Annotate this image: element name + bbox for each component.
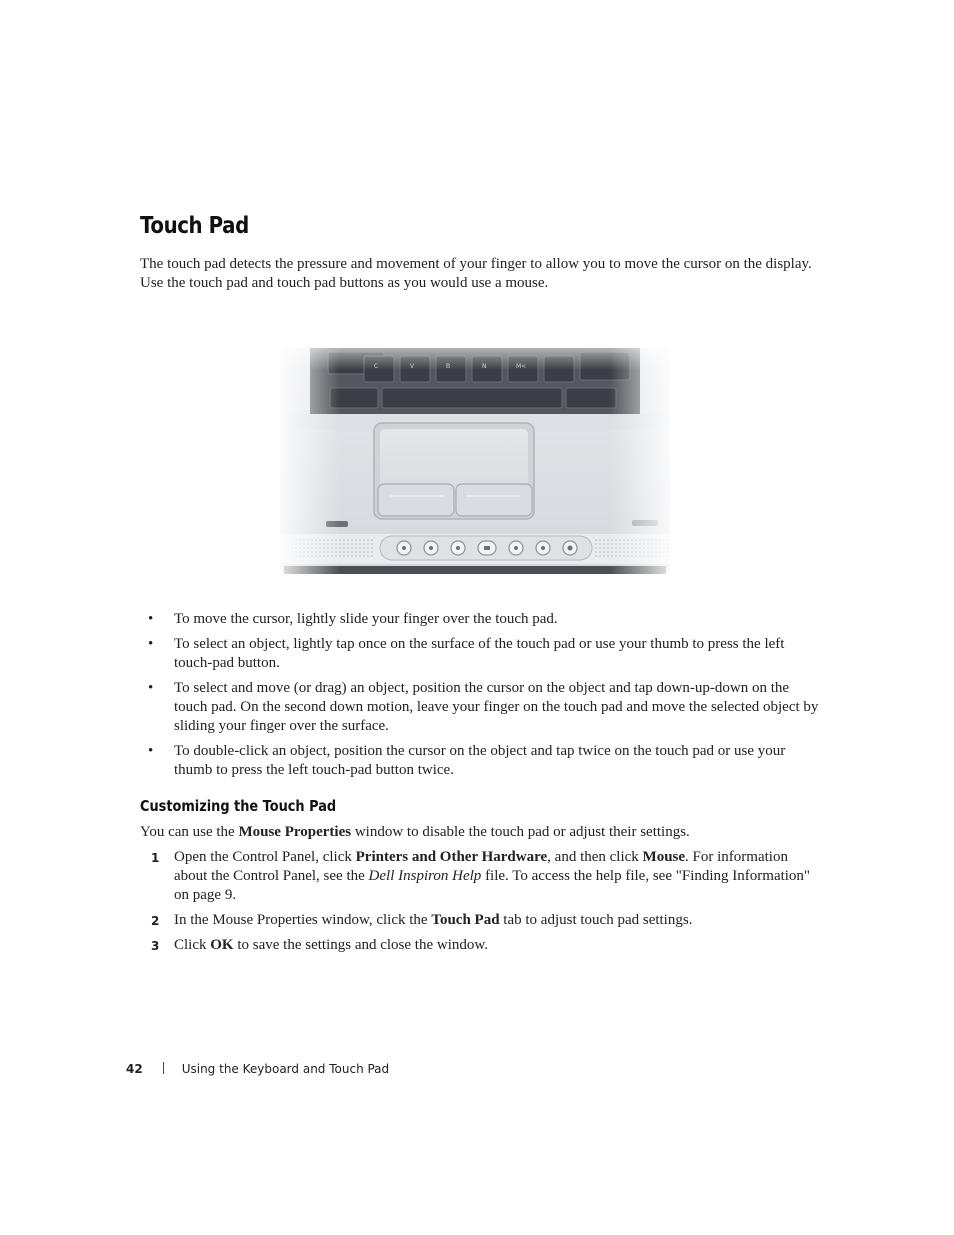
mouse-term: Mouse <box>642 849 686 865</box>
section-heading: Customizing the Touch Pad <box>140 797 337 815</box>
page-title: Touch Pad <box>140 213 249 239</box>
footer-section-title: Using the Keyboard and Touch Pad <box>181 1062 390 1076</box>
text-run: Click <box>174 937 211 953</box>
list-item-text: To double-click an object, position the cursor on the object and tap twice on the touch pad or use your thumb to press the left touch-pad button twice. <box>174 743 786 778</box>
text-run: file. To access the help file, see "Finding Information" on page 9. <box>174 868 811 903</box>
right-touch-pad-button <box>456 484 532 516</box>
step-item <box>140 936 820 955</box>
list-item <box>140 610 820 629</box>
text-run: . For information about the Control Panel, see the <box>174 849 788 884</box>
text-run: You can use the <box>140 824 239 840</box>
laptop-palmrest-image <box>270 330 680 582</box>
text-run: In the Mouse Properties window, click the <box>174 912 432 928</box>
text-run: tab to adjust touch pad settings. <box>499 912 693 928</box>
step-number: 1 <box>151 851 160 865</box>
page-footer <box>126 1062 389 1076</box>
step-item <box>140 848 820 905</box>
customizing-steps <box>140 848 820 961</box>
bullet-icon: • <box>148 611 154 627</box>
help-file-title: Dell Inspiron Help <box>368 868 482 884</box>
customizing-intro <box>140 823 812 842</box>
left-touch-pad-button <box>378 484 454 516</box>
text-run: window to disable the touch pad or adjust their settings. <box>351 824 690 840</box>
step-number: 3 <box>151 939 160 953</box>
ok-term: OK <box>210 937 234 953</box>
list-item <box>140 679 820 736</box>
bullet-icon: • <box>148 636 154 652</box>
mouse-properties-term: Mouse Properties <box>238 824 352 840</box>
text-run: Open the Control Panel, click <box>174 849 356 865</box>
touchpad-illustration <box>270 330 680 582</box>
footer-separator <box>163 1062 164 1074</box>
step-item <box>140 911 820 930</box>
list-item <box>140 635 820 673</box>
text-run: to save the settings and close the window. <box>233 937 488 953</box>
text-run: , and then click <box>547 849 643 865</box>
step-number: 2 <box>151 914 160 928</box>
list-item <box>140 742 820 780</box>
list-item-text: To move the cursor, lightly slide your finger over the touch pad. <box>174 611 558 627</box>
bullet-icon: • <box>148 743 154 759</box>
list-item-text: To select an object, lightly tap once on the surface of the touch pad or use your thumb to press the left touch-pad button. <box>174 636 785 671</box>
printers-hardware-term: Printers and Other Hardware <box>355 849 548 865</box>
intro-paragraph: The touch pad detects the pressure and movement of your finger to allow you to move the cursor on the display. Use the touch pad and touch pad buttons as you would use a mouse. <box>140 256 812 291</box>
touchpad-usage-list <box>140 610 820 786</box>
list-item-text: To select and move (or drag) an object, position the cursor on the object and tap down-up-down on the touch pad. On the second down motion, leave your finger on the touch pad and move the selected object by sliding your finger over the surface. <box>174 680 819 734</box>
bullet-icon: • <box>148 680 154 696</box>
touch-pad-tab-term: Touch Pad <box>431 912 500 928</box>
page-number: 42 <box>126 1062 143 1076</box>
